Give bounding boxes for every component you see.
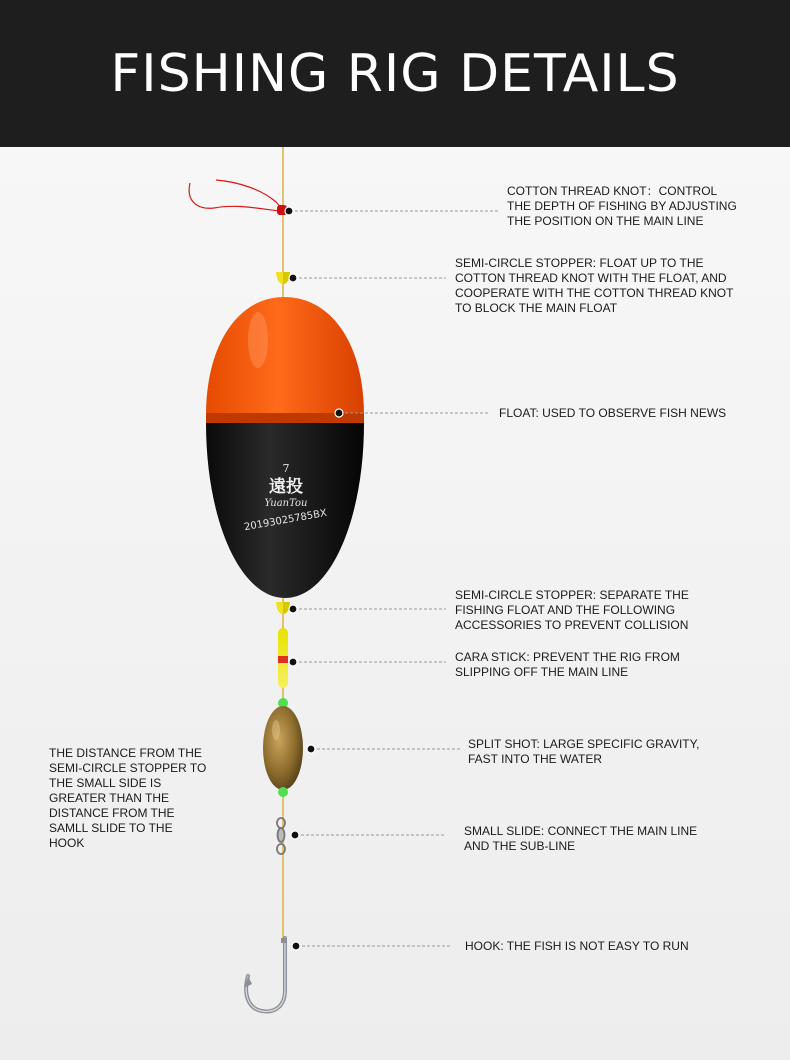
callout-semi-circle-stopper-bottom: SEMI-CIRCLE STOPPER: SEPARATE THE FISHING FLOAT AND THE FOLLOWING ACCESSORIES TO PREVENT COLLISION xyxy=(455,588,689,632)
float-number: 7 xyxy=(282,462,290,475)
float-chinese-label: 遠投 xyxy=(269,477,303,497)
side-note: THE DISTANCE FROM THE SEMI-CIRCLE STOPPER TO THE SMALL SIDE IS GREATER THAN THE DISTANCE FROM THE SAMLL SLIDE TO THE HOOK xyxy=(49,746,207,850)
callout-cara-stick: CARA STICK: PREVENT THE RIG FROM SLIPPING OFF THE MAIN LINE xyxy=(455,650,680,679)
page-title: FISHING RIG DETAILS xyxy=(110,43,680,104)
small-slide xyxy=(277,818,285,854)
dot-float xyxy=(335,409,343,417)
float-brand: YuanTou xyxy=(264,498,308,509)
callout-cotton-thread-knot: COTTON THREAD KNOT：CONTROL THE DEPTH OF FISHING BY ADJUSTING THE POSITION ON THE MAIN LINE xyxy=(507,184,737,228)
float-serial: 20193025785BX xyxy=(243,507,328,534)
callout-float: FLOAT: USED TO OBSERVE FISH NEWS xyxy=(499,406,727,420)
callout-semi-circle-stopper-top: SEMI-CIRCLE STOPPER: FLOAT UP TO THE COTTON THREAD KNOT WITH THE FLOAT, AND COOPERATE WITH THE COTTON THREAD KNOT TO BLOCK THE MAIN FLOAT xyxy=(455,256,734,315)
dot-split-shot xyxy=(307,745,315,753)
dot-small-slide xyxy=(291,831,299,839)
hook xyxy=(244,938,287,1011)
callout-hook: HOOK: THE FISH IS NOT EASY TO RUN xyxy=(465,939,689,953)
float xyxy=(206,297,364,598)
dot-hook xyxy=(292,942,300,950)
dot-stopper-bottom xyxy=(289,605,297,613)
semi-circle-stopper-bottom xyxy=(276,602,290,614)
dot-stopper-top xyxy=(289,274,297,282)
dot-cotton-thread-knot xyxy=(285,207,293,215)
dot-cara-stick xyxy=(289,658,297,666)
cotton-thread-knot xyxy=(189,180,287,215)
split-shot xyxy=(263,706,303,797)
semi-circle-stopper-top xyxy=(276,272,290,284)
callout-split-shot: SPLIT SHOT: LARGE SPECIFIC GRAVITY, FAST INTO THE WATER xyxy=(468,737,700,766)
callout-small-slide: SMALL SLIDE: CONNECT THE MAIN LINE AND THE SUB-LINE xyxy=(464,824,698,853)
